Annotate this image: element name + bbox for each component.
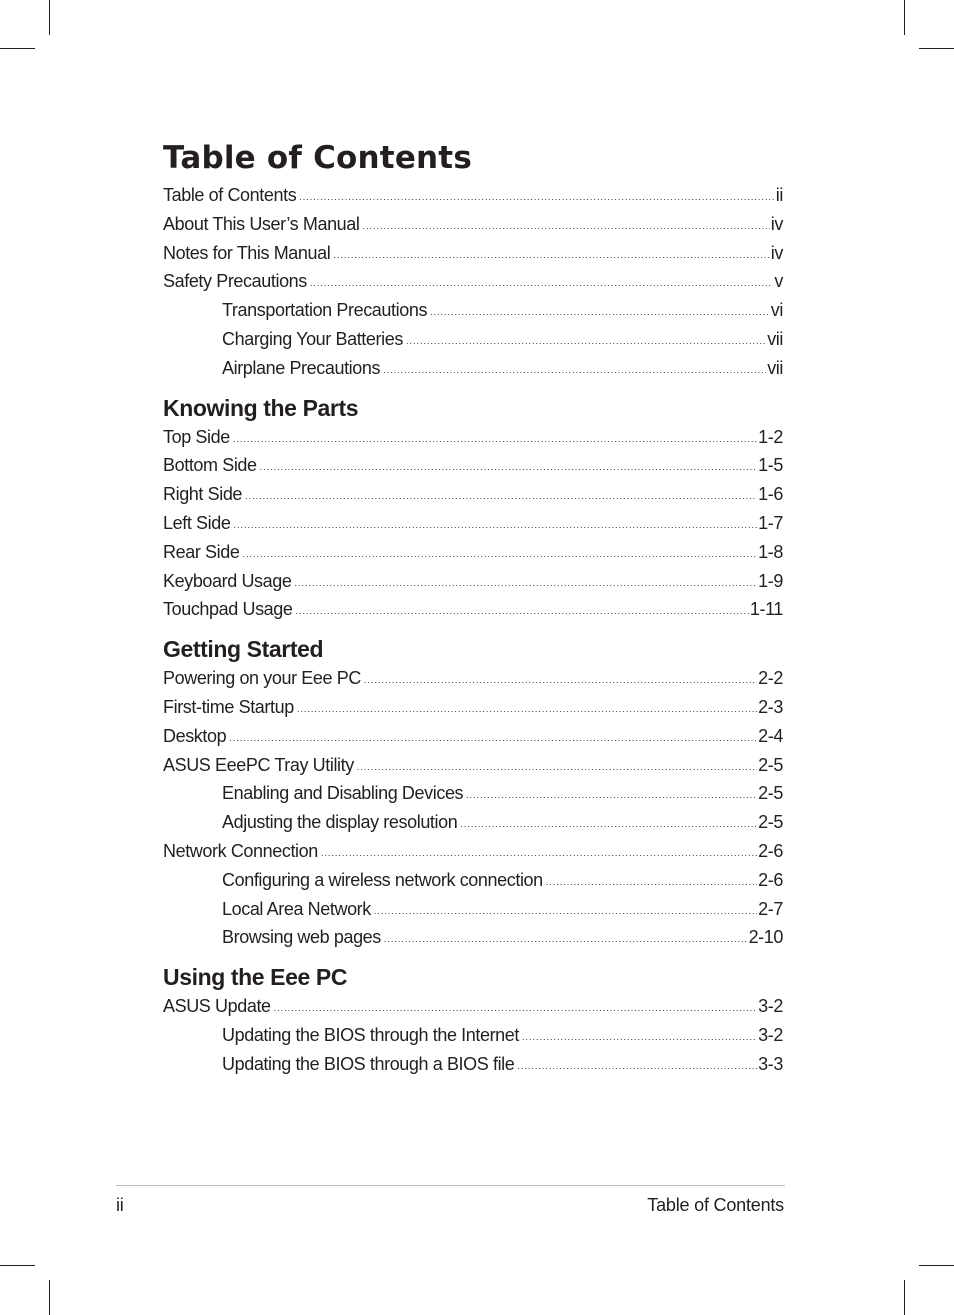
dot-leader bbox=[517, 1062, 757, 1071]
toc-front-list bbox=[163, 181, 783, 383]
crop-mark bbox=[919, 48, 954, 49]
crop-mark bbox=[49, 1280, 50, 1315]
toc-entry-page: 2-5 bbox=[758, 783, 783, 804]
dot-leader bbox=[260, 463, 758, 472]
dot-leader bbox=[546, 878, 757, 887]
toc-entry[interactable] bbox=[163, 895, 783, 924]
toc-entry-label: About This User’s Manual bbox=[163, 213, 360, 234]
toc-entry-page: ii bbox=[775, 185, 783, 205]
toc-entry-label: Desktop bbox=[163, 725, 227, 746]
toc-entry-label: Right Side bbox=[163, 484, 243, 505]
toc-entry-label: Bottom Side bbox=[163, 455, 257, 476]
toc-entry[interactable] bbox=[163, 779, 783, 808]
toc-entry[interactable] bbox=[163, 354, 783, 383]
dot-leader bbox=[466, 791, 757, 800]
dot-leader bbox=[406, 337, 766, 346]
dot-leader bbox=[363, 222, 770, 231]
toc-entry-label: Left Side bbox=[163, 512, 231, 533]
dot-leader bbox=[229, 734, 757, 743]
toc-entry-page: 2-7 bbox=[758, 898, 783, 919]
toc-entry-page: 3-2 bbox=[758, 1024, 783, 1045]
dot-leader bbox=[233, 435, 757, 444]
dot-leader bbox=[242, 550, 757, 559]
toc-entry[interactable] bbox=[163, 1050, 783, 1079]
dot-leader bbox=[299, 193, 775, 202]
toc-entry[interactable] bbox=[163, 423, 783, 452]
toc-entry-page: 3-3 bbox=[758, 1053, 783, 1074]
toc-entry-page: 1-11 bbox=[749, 599, 783, 620]
toc-entry-label: Table of Contents bbox=[163, 185, 297, 205]
toc-entry-page: vii bbox=[767, 357, 783, 378]
crop-mark bbox=[0, 48, 35, 49]
toc-entry[interactable] bbox=[163, 693, 783, 722]
dot-leader bbox=[310, 279, 774, 288]
toc-entry[interactable] bbox=[163, 664, 783, 693]
dot-leader bbox=[364, 676, 757, 685]
dot-leader bbox=[357, 763, 757, 772]
toc-entry-label: ASUS Update bbox=[163, 996, 271, 1017]
toc-entry-label: Updating the BIOS through the Internet bbox=[222, 1024, 520, 1045]
toc-entry-label: Charging Your Batteries bbox=[222, 328, 403, 349]
toc-entry-label: First-time Startup bbox=[163, 696, 294, 717]
toc-entry-label: Touchpad Usage bbox=[163, 599, 293, 620]
toc-entry-label: Keyboard Usage bbox=[163, 570, 292, 591]
toc-entry-page: iv bbox=[770, 242, 783, 263]
toc-entry-label: Safety Precautions bbox=[163, 271, 307, 292]
page-title: Table of Contents bbox=[163, 140, 472, 176]
toc-entry[interactable] bbox=[163, 595, 783, 624]
toc-entry[interactable] bbox=[163, 567, 783, 596]
toc-entry-page: vii bbox=[767, 328, 783, 349]
toc-entry-page: 2-5 bbox=[758, 754, 783, 775]
toc-entry-page: vi bbox=[770, 300, 783, 321]
footer-rule bbox=[116, 1185, 785, 1186]
crop-mark bbox=[904, 0, 905, 35]
section-spacer bbox=[163, 624, 783, 634]
crop-mark bbox=[904, 1280, 905, 1315]
toc-entry-label: Adjusting the display resolution bbox=[222, 812, 458, 833]
toc-entry-label: ASUS EeePC Tray Utility bbox=[163, 754, 354, 775]
toc-entry[interactable] bbox=[163, 239, 783, 268]
toc-entry-label: Enabling and Disabling Devices bbox=[222, 783, 464, 804]
toc-entry[interactable] bbox=[163, 267, 783, 296]
toc-entry[interactable] bbox=[163, 1021, 783, 1050]
toc-entry-page: 1-8 bbox=[758, 541, 783, 562]
section-title: Using the Eee PC bbox=[163, 964, 348, 991]
toc-entry-page: 2-5 bbox=[758, 812, 783, 833]
dot-leader bbox=[274, 1004, 758, 1013]
toc-entry[interactable] bbox=[163, 808, 783, 837]
section-spacer bbox=[163, 952, 783, 962]
toc-entry-page: 1-6 bbox=[758, 484, 783, 505]
toc-entry-page: 1-2 bbox=[758, 426, 783, 447]
toc-entry-label: Configuring a wireless network connection bbox=[222, 869, 543, 890]
toc-entry-page: 2-6 bbox=[758, 869, 783, 890]
toc-entry[interactable] bbox=[163, 296, 783, 325]
crop-mark bbox=[919, 1265, 954, 1266]
dot-leader bbox=[321, 849, 757, 858]
toc-entry[interactable] bbox=[163, 992, 783, 1021]
dot-leader bbox=[374, 907, 757, 916]
toc-content bbox=[163, 139, 783, 1079]
toc-entry-label: Browsing web pages bbox=[222, 927, 381, 948]
toc-entry[interactable] bbox=[163, 210, 783, 239]
footer-page-number: ii bbox=[116, 1195, 124, 1215]
toc-entry-page: iv bbox=[770, 213, 783, 234]
toc-entry[interactable] bbox=[163, 480, 783, 509]
crop-mark bbox=[49, 0, 50, 35]
toc-entry-label: Rear Side bbox=[163, 541, 240, 562]
toc-entry-page: 3-2 bbox=[758, 996, 783, 1017]
toc-entry-label: Transportation Precautions bbox=[222, 300, 428, 321]
toc-sections bbox=[163, 383, 783, 1079]
dot-leader bbox=[333, 251, 769, 260]
toc-entry-label: Network Connection bbox=[163, 840, 318, 861]
dot-leader bbox=[295, 579, 758, 588]
toc-entry-label: Airplane Precautions bbox=[222, 357, 381, 378]
toc-entry-label: Local Area Network bbox=[222, 898, 371, 919]
dot-leader bbox=[460, 820, 757, 829]
toc-entry[interactable] bbox=[163, 509, 783, 538]
toc-entry[interactable] bbox=[163, 923, 783, 952]
toc-entry[interactable] bbox=[163, 181, 783, 210]
section-title: Getting Started bbox=[163, 636, 324, 663]
dot-leader bbox=[430, 308, 770, 317]
toc-entry-page: v bbox=[774, 271, 783, 292]
toc-entry-label: Powering on your Eee PC bbox=[163, 668, 361, 689]
toc-entry-label: Top Side bbox=[163, 426, 230, 447]
toc-entry[interactable] bbox=[163, 722, 783, 751]
toc-entry[interactable] bbox=[163, 837, 783, 866]
crop-mark bbox=[0, 1265, 35, 1266]
toc-entry-page: 1-5 bbox=[758, 455, 783, 476]
dot-leader bbox=[384, 935, 748, 944]
toc-entry-page: 1-7 bbox=[758, 512, 783, 533]
toc-entry-label: Notes for This Manual bbox=[163, 242, 331, 263]
toc-entry[interactable] bbox=[163, 451, 783, 480]
section-spacer bbox=[163, 383, 783, 393]
toc-entry-page: 2-6 bbox=[758, 840, 783, 861]
toc-entry-page: 1-9 bbox=[758, 570, 783, 591]
toc-entry-page: 2-4 bbox=[758, 725, 783, 746]
section-title: Knowing the Parts bbox=[163, 394, 359, 421]
toc-entry[interactable] bbox=[163, 325, 783, 354]
dot-leader bbox=[296, 607, 749, 616]
toc-entry[interactable] bbox=[163, 751, 783, 780]
dot-leader bbox=[383, 366, 766, 375]
toc-entry-label: Updating the BIOS through a BIOS file bbox=[222, 1053, 515, 1074]
dot-leader bbox=[245, 492, 757, 501]
dot-leader bbox=[233, 521, 757, 530]
footer-running-title: Table of Contents bbox=[647, 1195, 784, 1215]
toc-entry-page: 2-2 bbox=[758, 668, 783, 689]
dot-leader bbox=[522, 1033, 757, 1042]
toc-entry-page: 2-10 bbox=[748, 927, 783, 948]
dot-leader bbox=[297, 705, 757, 714]
toc-entry-page: 2-3 bbox=[758, 696, 783, 717]
toc-entry[interactable] bbox=[163, 538, 783, 567]
toc-entry[interactable] bbox=[163, 866, 783, 895]
